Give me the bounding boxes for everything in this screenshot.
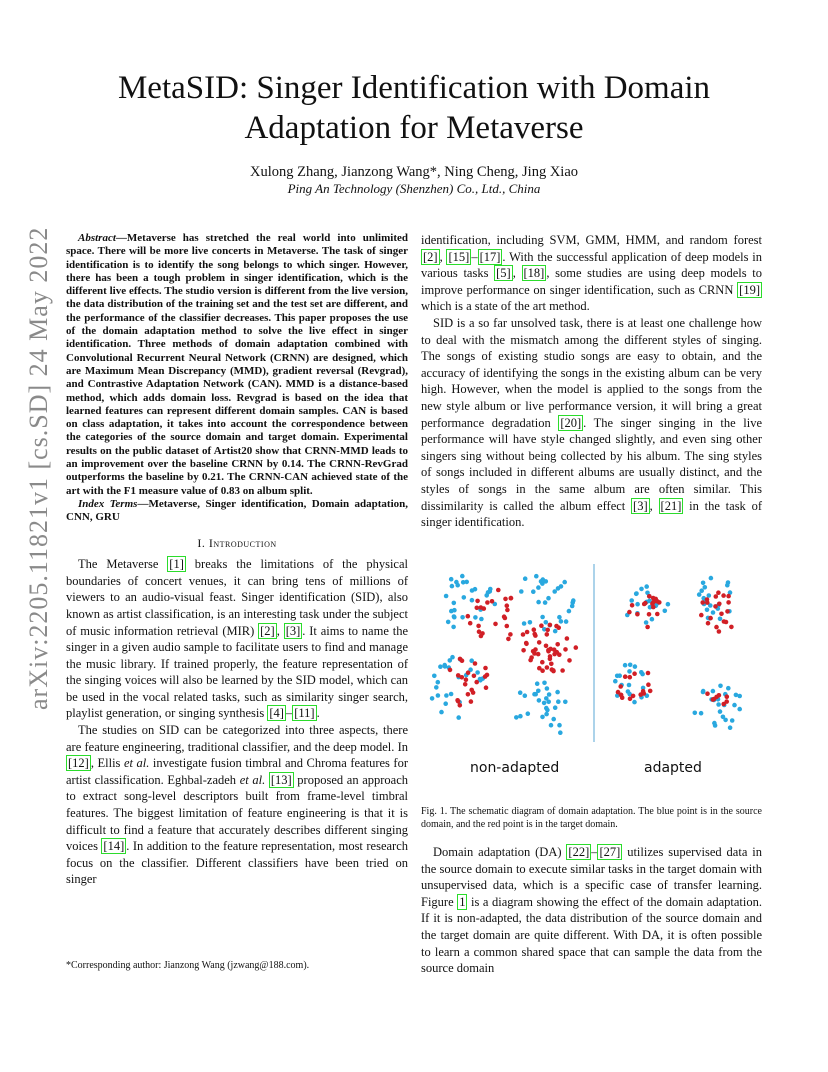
target-domain-point	[550, 667, 555, 672]
source-domain-point	[546, 700, 551, 705]
source-domain-point	[539, 579, 544, 584]
target-domain-point	[725, 609, 730, 614]
source-domain-point	[699, 711, 704, 716]
source-domain-point	[634, 592, 639, 597]
domain-adaptation-diagram	[426, 562, 774, 752]
source-domain-point	[571, 598, 576, 603]
source-domain-point	[488, 587, 493, 592]
target-domain-point	[483, 674, 488, 679]
source-domain-point	[559, 619, 564, 624]
section-heading-introduction: I. Introduction	[197, 535, 277, 550]
target-domain-point	[623, 674, 628, 679]
target-domain-point	[549, 662, 554, 667]
target-domain-point	[490, 599, 495, 604]
target-domain-point	[706, 621, 711, 626]
source-domain-point	[663, 609, 668, 614]
abstract-label: Abstract	[78, 232, 116, 244]
citation-link[interactable]: [14]	[103, 839, 125, 854]
target-domain-point	[554, 624, 559, 629]
source-domain-point	[522, 621, 527, 626]
citation-link[interactable]: [11]	[294, 706, 315, 721]
target-domain-point	[632, 671, 637, 676]
source-domain-point	[436, 693, 441, 698]
target-domain-point	[712, 697, 717, 702]
target-domain-point	[713, 604, 718, 609]
target-domain-point	[469, 688, 474, 693]
target-domain-point	[456, 699, 461, 704]
source-domain-point	[439, 710, 444, 715]
target-domain-point	[544, 644, 549, 649]
target-domain-point	[719, 612, 724, 617]
right-paragraph-1: identification, including SVM, GMM, HMM, and random forest [2] , [15] – [17] . With the successful application of deep models in various tasks [5] , [18] , some studies are using deep models to improve performance on singer identification, such as CRNN [19] which is a state of the art method.	[421, 233, 762, 314]
target-domain-point	[565, 636, 570, 641]
source-domain-point	[701, 690, 706, 695]
index-terms-label: Index Terms	[78, 497, 138, 510]
target-domain-point	[466, 614, 471, 619]
source-domain-point	[716, 702, 721, 707]
source-domain-point	[721, 715, 726, 720]
target-domain-point	[548, 623, 553, 628]
source-domain-point	[543, 600, 548, 605]
target-domain-point	[505, 608, 510, 613]
source-domain-point	[556, 699, 561, 704]
source-domain-point	[519, 589, 524, 594]
target-domain-point	[448, 668, 453, 673]
source-domain-point	[707, 593, 712, 598]
target-domain-point	[496, 588, 501, 593]
target-domain-point	[532, 627, 537, 632]
source-domain-point	[528, 620, 533, 625]
target-domain-point	[482, 606, 487, 611]
source-domain-point	[514, 715, 519, 720]
source-domain-point	[639, 587, 644, 592]
target-domain-point	[724, 620, 729, 625]
citation-link[interactable]: [1]	[169, 557, 184, 572]
citation-link[interactable]: [13]	[270, 772, 292, 787]
source-domain-point	[452, 615, 457, 620]
target-domain-point	[493, 622, 498, 627]
target-domain-point	[630, 603, 635, 608]
source-domain-point	[542, 701, 547, 706]
target-domain-point	[545, 632, 550, 637]
target-domain-point	[506, 637, 511, 642]
target-domain-point	[616, 690, 621, 695]
source-domain-point	[644, 620, 649, 625]
source-domain-point	[644, 584, 649, 589]
source-domain-point	[450, 584, 455, 589]
target-domain-point	[655, 612, 660, 617]
target-domain-point	[475, 606, 480, 611]
target-domain-point	[631, 694, 636, 699]
target-domain-point	[726, 600, 731, 605]
target-domain-point	[618, 684, 623, 689]
source-domain-point	[540, 715, 545, 720]
target-domain-point	[485, 600, 490, 605]
source-domain-point	[617, 673, 622, 678]
target-domain-point	[540, 668, 545, 673]
paper-title: MetaSID: Singer Identification with Domain Adaptation for Metaverse	[117, 70, 711, 146]
source-domain-point	[718, 684, 723, 689]
source-domain-point	[725, 583, 730, 588]
target-domain-point	[468, 621, 473, 626]
target-domain-point	[472, 674, 477, 679]
source-domain-point	[557, 723, 562, 728]
source-domain-point	[627, 669, 632, 674]
source-domain-point	[526, 711, 531, 716]
target-domain-point	[509, 596, 514, 601]
target-domain-point	[460, 675, 465, 680]
source-domain-point	[446, 620, 451, 625]
target-domain-point	[716, 590, 721, 595]
source-domain-point	[537, 698, 542, 703]
target-domain-point	[525, 630, 530, 635]
target-domain-point	[651, 605, 656, 610]
source-domain-point	[544, 620, 549, 625]
right-paragraph-2: SID is a so far unsolved task, there is at least one challenge how to deal with the mismatch among the different styles of singing. The songs of existing studio songs are easy to obtain, and the accuracy of identifying the songs in the existing album can be very high. However, when the model is applied to the songs from the new style album or live performance version, it will bring a great performance degradation [20] . The singer singing in the live performance will have style changed slightly, and even sing other singers sing without being collected by his album. The sing styles of songs included in different albums are usually distinct, and the styles of songs in the same album are often similar. This dissimilarity is called the album effect [3] , [21] in the task of singer identification.	[421, 315, 763, 530]
citation-link[interactable]: [15]	[448, 249, 470, 264]
source-domain-point	[535, 681, 540, 686]
target-domain-point	[521, 648, 526, 653]
target-domain-point	[537, 640, 542, 645]
target-domain-point	[539, 623, 544, 628]
source-domain-point	[562, 580, 567, 585]
target-domain-point	[545, 665, 550, 670]
target-domain-point	[567, 658, 572, 663]
source-domain-point	[547, 692, 552, 697]
target-domain-point	[643, 601, 648, 606]
source-domain-point	[544, 712, 549, 717]
target-domain-point	[717, 629, 722, 634]
target-domain-point	[524, 642, 529, 647]
source-domain-point	[475, 670, 480, 675]
arxiv-stamp: arXiv:2205.11821v1 [cs.SD] 24 May 2022	[24, 226, 53, 710]
target-domain-point	[620, 695, 625, 700]
source-domain-point	[455, 583, 460, 588]
label-adapted: adapted	[644, 760, 702, 776]
citation-link[interactable]: [17]	[479, 249, 501, 264]
left-column	[66, 232, 408, 888]
source-domain-point	[473, 615, 478, 620]
citation-link[interactable]: [2]	[423, 249, 438, 264]
source-domain-point	[718, 617, 723, 622]
target-domain-point	[469, 699, 474, 704]
source-domain-point	[484, 593, 489, 598]
source-domain-point	[553, 705, 558, 710]
source-domain-point	[627, 683, 632, 688]
target-domain-point	[628, 675, 633, 680]
source-domain-point	[728, 725, 733, 730]
target-domain-point	[533, 647, 538, 652]
author-list: Xulong Zhang, Jianzong Wang*, Ning Cheng, Jing Xiao	[250, 164, 578, 180]
source-domain-point	[449, 692, 454, 697]
source-domain-point	[434, 685, 439, 690]
source-domain-point	[546, 596, 551, 601]
right-column-lower	[421, 844, 762, 977]
target-domain-point	[466, 670, 471, 675]
source-domain-point	[650, 617, 655, 622]
target-domain-point	[717, 602, 722, 607]
index-terms-text: —Metaverse, Singer identification, Domain adaptation, CNN, GRU	[66, 497, 408, 524]
citation-link[interactable]: [27]	[599, 845, 621, 859]
source-domain-point	[635, 602, 640, 607]
source-domain-point	[534, 574, 539, 579]
target-domain-point	[557, 652, 562, 657]
target-domain-point	[546, 648, 551, 653]
citation-link[interactable]: [20]	[560, 415, 582, 430]
source-domain-point	[479, 617, 484, 622]
right-paragraph-3: Domain adaptation (DA) [22] – [27] utilizes supervised data in the source domain to execute similar tasks in the target domain with unsupervised data, which is a specific case of transfer learning. Figure 1 is a diagram showing the effect of the domain adaptation. If it is non-adapted, the data distribution of the source domain and the target domain are quite different. With DA, it is often possible to learn a common shared space that can sample the data from the source domain	[421, 845, 762, 976]
source-domain-point	[464, 580, 469, 585]
target-domain-point	[548, 654, 553, 659]
source-domain-point	[666, 602, 671, 607]
source-domain-point	[448, 658, 453, 663]
target-domain-point	[563, 647, 568, 652]
source-domain-point	[536, 600, 541, 605]
source-domain-point	[555, 690, 560, 695]
source-domain-point	[540, 615, 545, 620]
source-domain-point	[549, 723, 554, 728]
source-domain-point	[564, 619, 569, 624]
target-domain-point	[552, 647, 557, 652]
figure-caption: Fig. 1. The schematic diagram of domain adaptation. The blue point is in the source domain, and the red point is in the target domain.	[421, 806, 762, 830]
target-domain-point	[503, 616, 508, 621]
target-domain-point	[521, 632, 526, 637]
target-domain-point	[646, 671, 651, 676]
source-domain-point	[640, 672, 645, 677]
source-domain-point	[701, 581, 706, 586]
target-domain-point	[717, 693, 722, 698]
citation-link[interactable]: [5]	[496, 266, 511, 281]
source-domain-point	[523, 576, 528, 581]
citation-link[interactable]: [22]	[568, 845, 590, 859]
citation-link[interactable]: [18]	[523, 266, 545, 281]
source-domain-point	[558, 730, 563, 735]
target-domain-point	[714, 625, 719, 630]
target-domain-point	[508, 632, 513, 637]
source-domain-point	[567, 609, 572, 614]
source-domain-point	[570, 604, 575, 609]
footnote: *Corresponding author: Jianzong Wang (jzwang@188.com).	[66, 960, 310, 971]
abstract	[66, 232, 408, 498]
intro-paragraph-2: The studies on SID can be categorized into three aspects, there are feature engineering, traditional classifier, and the deep model. In [12] , Ellis et al. investigate fusion timbral and Chroma features for artist classification. Eghbal-zadeh et al. [13] proposed an approach to extract song-level descriptors built from frame-level timbral features. The biggest limitation of feature engineering is that it is difficult to find a feature that accurately describes different singing voices [14] . In addition to the feature representation, most research focus on the classifier. Different classifiers have been tried on singer	[66, 723, 409, 887]
citation-link[interactable]: [3]	[285, 623, 301, 638]
target-domain-point	[651, 600, 656, 605]
citation-link[interactable]: [21]	[660, 498, 682, 513]
source-domain-point	[697, 592, 702, 597]
source-domain-point	[693, 711, 698, 716]
target-domain-point	[529, 655, 534, 660]
target-domain-point	[505, 624, 510, 629]
source-domain-point	[452, 601, 457, 606]
target-domain-point	[729, 625, 734, 630]
source-domain-point	[436, 680, 441, 685]
source-domain-point	[438, 664, 443, 669]
target-domain-point	[536, 652, 541, 657]
source-domain-point	[451, 625, 456, 630]
source-domain-point	[563, 700, 568, 705]
target-domain-point	[726, 594, 731, 599]
target-domain-point	[638, 692, 643, 697]
target-domain-point	[533, 633, 538, 638]
source-domain-point	[432, 674, 437, 679]
source-domain-point	[711, 610, 716, 615]
target-domain-point	[555, 642, 560, 647]
source-domain-point	[732, 703, 737, 708]
target-domain-point	[464, 677, 469, 682]
source-domain-point	[559, 584, 564, 589]
target-domain-point	[476, 624, 481, 629]
source-domain-point	[443, 701, 448, 706]
target-domain-point	[699, 613, 704, 618]
source-domain-point	[551, 717, 556, 722]
target-domain-point	[635, 612, 640, 617]
target-domain-point	[645, 625, 650, 630]
abstract-text: —Metaverse has stretched the real world into unlimited space. There will be more live concerts in Metaverse. The task of singer identification is to identify the song belongs to which singer. However, there has been a tough problem in singer identification, which is the different live effects. The studio version is different from the live version, the data distribution of the training set and the test set are different, and the performance of the classifier decreases. This paper proposes the use of the domain adaptation method to solve the live effect in singer identification. Three methods of domain adaptation combined with Convolutional Recurrent Neural Network (CRNN) are designed, which are Maximum Mean Discrepancy (MMD), gradient reversal (Revgrad), and Contrastive Adaptation Network (CAN). MMD is a distance-based method, which adds domain loss. Revgrad is based on the idea that learned features can represent different domain samples. CAN is based on class adaptation, it takes into account the correspondence between the categories of the source domain and target domain. Experimental results on the public dataset of Artist20 show that CRNN-MMD leads to an improvement over the baseline CRNN by 0.14. The CRNN-RevGrad outperforms the baseline by 0.21. The CRNN-CAN achieved state of the art with the F1 measure value of 0.83 on album split.	[66, 232, 408, 497]
citation-link[interactable]: [12]	[68, 756, 89, 771]
source-domain-point	[737, 694, 742, 699]
target-domain-point	[505, 603, 510, 608]
label-non-adapted: non-adapted	[470, 760, 560, 776]
source-domain-point	[462, 595, 467, 600]
target-domain-point	[474, 680, 479, 685]
figure-reference-link[interactable]: 1	[459, 894, 466, 909]
target-domain-point	[627, 610, 632, 615]
target-domain-point	[648, 689, 653, 694]
source-domain-point	[531, 589, 536, 594]
source-domain-point	[460, 574, 465, 579]
citation-link[interactable]: [2]	[260, 623, 275, 638]
source-domain-point	[444, 594, 449, 599]
source-domain-point	[553, 629, 558, 634]
target-domain-point	[721, 593, 726, 598]
source-domain-point	[523, 693, 528, 698]
source-domain-point	[623, 663, 628, 668]
source-domain-point	[545, 686, 550, 691]
source-domain-point	[628, 663, 633, 668]
source-domain-point	[557, 615, 562, 620]
source-domain-point	[613, 679, 618, 684]
target-domain-point	[574, 645, 579, 650]
source-domain-point	[699, 588, 704, 593]
source-domain-point	[518, 714, 523, 719]
source-domain-point	[709, 576, 714, 581]
index-terms	[66, 498, 408, 525]
citation-link[interactable]: [4]	[269, 706, 284, 721]
target-domain-point	[705, 691, 710, 696]
source-domain-point	[536, 585, 541, 590]
source-domain-point	[632, 700, 637, 705]
target-domain-point	[724, 699, 729, 704]
target-domain-point	[540, 660, 545, 665]
target-domain-point	[560, 668, 565, 673]
source-domain-point	[633, 664, 638, 669]
target-domain-point	[463, 682, 468, 687]
source-domain-point	[626, 689, 631, 694]
source-domain-point	[452, 608, 457, 613]
target-domain-point	[484, 685, 489, 690]
target-domain-point	[473, 661, 478, 666]
target-domain-point	[460, 658, 465, 663]
figure-1	[426, 562, 774, 782]
source-domain-point	[629, 598, 634, 603]
target-domain-point	[466, 692, 471, 697]
target-domain-point	[705, 597, 710, 602]
target-domain-point	[725, 694, 730, 699]
target-domain-point	[458, 703, 463, 708]
source-domain-point	[703, 585, 708, 590]
source-domain-point	[430, 696, 435, 701]
source-domain-point	[456, 715, 461, 720]
target-domain-point	[503, 597, 508, 602]
source-domain-point	[730, 718, 735, 723]
source-domain-point	[705, 608, 710, 613]
target-domain-point	[700, 600, 705, 605]
source-domain-point	[737, 707, 742, 712]
citation-link[interactable]: [19]	[739, 282, 760, 297]
source-domain-point	[726, 686, 731, 691]
target-domain-point	[646, 682, 651, 687]
target-domain-point	[475, 599, 480, 604]
source-domain-point	[533, 692, 538, 697]
source-domain-point	[542, 681, 547, 686]
source-domain-point	[460, 615, 465, 620]
source-domain-point	[444, 693, 449, 698]
right-column	[421, 232, 762, 531]
source-domain-point	[473, 587, 478, 592]
source-domain-point	[711, 689, 716, 694]
target-domain-point	[714, 594, 719, 599]
source-domain-point	[545, 708, 550, 713]
source-domain-point	[449, 577, 454, 582]
source-domain-point	[718, 709, 723, 714]
source-domain-point	[518, 690, 523, 695]
target-domain-point	[647, 612, 652, 617]
target-domain-point	[651, 596, 656, 601]
citation-link[interactable]: [3]	[633, 498, 648, 513]
source-domain-point	[442, 663, 447, 668]
source-domain-point	[712, 721, 717, 726]
affiliation: Ping An Technology (Shenzhen) Co., Ltd., China	[287, 181, 541, 196]
target-domain-point	[480, 631, 485, 636]
target-domain-point	[708, 616, 713, 621]
intro-paragraph-1: The Metaverse [1] breaks the limitations of the physical boundaries of concert venues, it can bring tens of millions of viewers to an audio-visual feast. Singer identification (SID), also known as artist classification, is an interesting task under the subject of music information retrieval (MIR) [2] , [3] . It aims to name the singer in a given audio sample to facilitate users to find and manage the music library. If trained properly, the feature representation of the singing voices will also be learned by the SID model, which can be used in the vocal related tasks, such as similarity singer search, playlist generation, or singing synthesis [4] – [11] .	[66, 557, 408, 721]
target-domain-point	[545, 628, 550, 633]
source-domain-point	[470, 598, 475, 603]
target-domain-point	[552, 652, 557, 657]
target-domain-point	[483, 666, 488, 671]
